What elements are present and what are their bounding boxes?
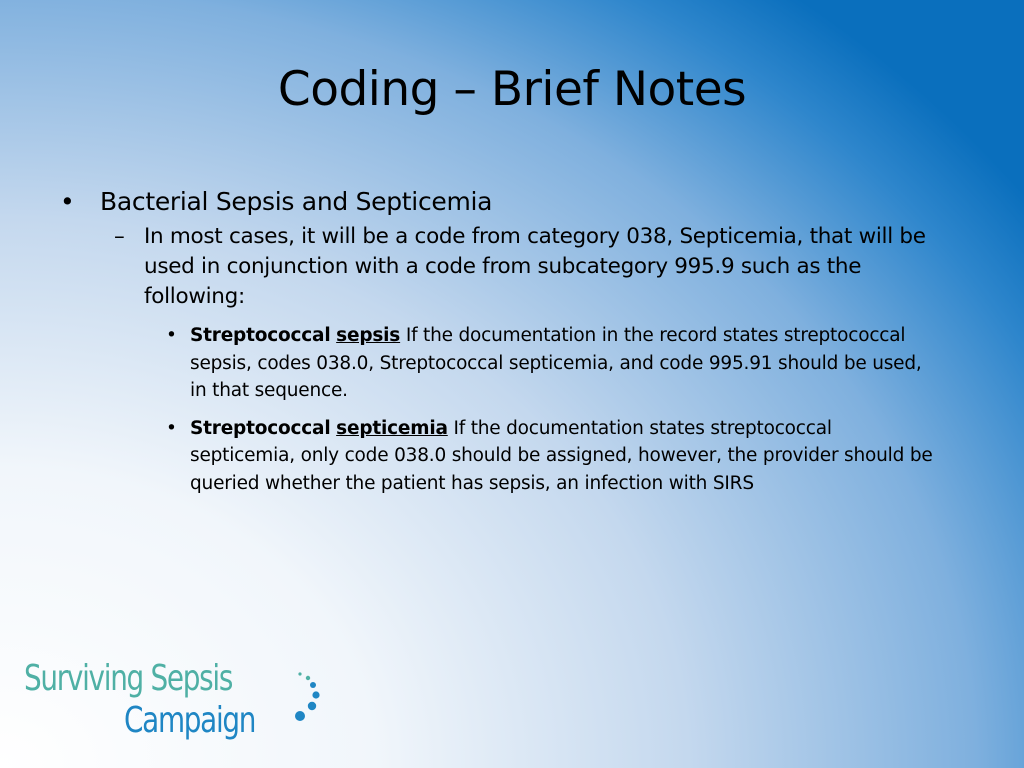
- item-underlined-term: septicemia: [336, 417, 448, 439]
- bullet-icon: •: [166, 325, 177, 346]
- item-text: If the documentation states streptococcal septicemia, only code 038.0 should be assigned, however, the provider should be queried whether the patient has sepsis, an infection with SIRS: [190, 417, 933, 494]
- item-underlined-term: sepsis: [336, 325, 401, 346]
- item-label: Streptococcal: [190, 325, 331, 346]
- item-text: If the documentation in the record states streptococcal sepsis, codes 038.0, Streptococcal septicemia, and code 995.91 should be used, in that sequence.: [190, 325, 922, 401]
- item-label: Streptococcal: [190, 417, 331, 439]
- bullet-level-3-item: [166, 415, 940, 498]
- surviving-sepsis-campaign-logo: [24, 658, 334, 750]
- bullet-icon: •: [60, 187, 75, 216]
- logo-line-2: Campaign: [124, 700, 256, 741]
- logo-line-1: Surviving Sepsis: [24, 658, 233, 699]
- dash-icon: –: [114, 224, 125, 249]
- bullet-level-1-text: Bacterial Sepsis and Septicemia: [100, 187, 493, 216]
- bullet-level-1: [58, 182, 978, 222]
- bullet-level-3-item: [166, 322, 940, 405]
- bullet-level-2-text: In most cases, it will be a code from category 038, Septicemia, that will be used in conjunction with a code from subcategory 995.9 such as the following:: [144, 224, 926, 309]
- slide-title: Coding – Brief Notes: [277, 62, 747, 117]
- bullet-icon: •: [166, 417, 177, 439]
- logo-dots-icon: [286, 668, 326, 740]
- bullet-level-2: [114, 222, 964, 312]
- slide-body: [58, 182, 978, 497]
